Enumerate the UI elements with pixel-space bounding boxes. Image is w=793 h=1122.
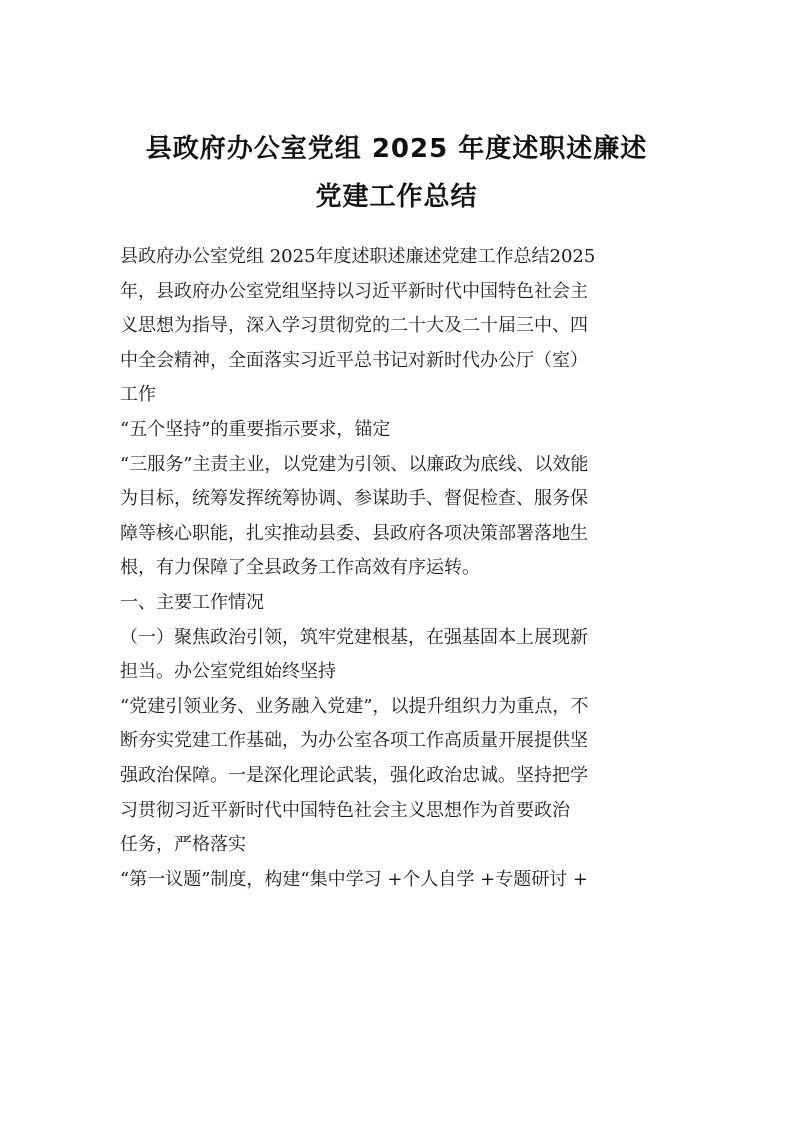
body-line: 断夯实党建工作基础，为办公室各项工作高质量开展提供坚	[120, 730, 588, 752]
body-line: 中全会精神，全面落实习近平总书记对新时代办公厅（室）	[120, 349, 588, 371]
body-line: “党建引领业务、业务融入党建”，以提升组织力为重点，不	[120, 695, 589, 717]
body-line: 担当。办公室党组始终坚持	[120, 661, 336, 683]
body-line: 强政治保障。一是深化理论武装，强化政治忠诚。坚持把学	[120, 764, 588, 786]
body-line: “三服务”主责主业，以党建为引领、以廉政为底线、以效能	[120, 453, 589, 475]
document-body	[120, 240, 676, 897]
body-line: 任务，严格落实	[120, 834, 246, 856]
body-line: 工作	[120, 384, 156, 406]
body-line: 义思想为指导，深入学习贯彻党的二十大及二十届三中、四	[120, 315, 588, 337]
body-line: 障等核心职能，扎实推动县委、县政府各项决策部署落地生	[120, 522, 588, 544]
body-line: 习贯彻习近平新时代中国特色社会主义思想作为首要政治	[120, 799, 570, 821]
document-title-line-2: 党建工作总结	[315, 182, 478, 212]
section-heading: 一、主要工作情况	[120, 591, 264, 613]
body-line: 根，有力保障了全县政务工作高效有序运转。	[120, 557, 480, 579]
body-line: 年，县政府办公室党组坚持以习近平新时代中国特色社会主	[120, 280, 588, 302]
body-line: “第一议题”制度，构建“集中学习 +个人自学 +专题研讨 +	[120, 868, 589, 890]
body-line: （一）聚焦政治引领，筑牢党建根基，在强基固本上展现新	[120, 626, 588, 648]
body-line: 为目标，统筹发挥统筹协调、参谋助手、督促检查、服务保	[120, 488, 588, 510]
body-line: “五个坚持”的重要指示要求，锚定	[120, 418, 391, 440]
document-title-line-1: 县政府办公室党组 2025 年度述职述廉述	[145, 134, 648, 164]
body-line: 县政府办公室党组 2025年度述职述廉述党建工作总结2025	[120, 246, 596, 267]
